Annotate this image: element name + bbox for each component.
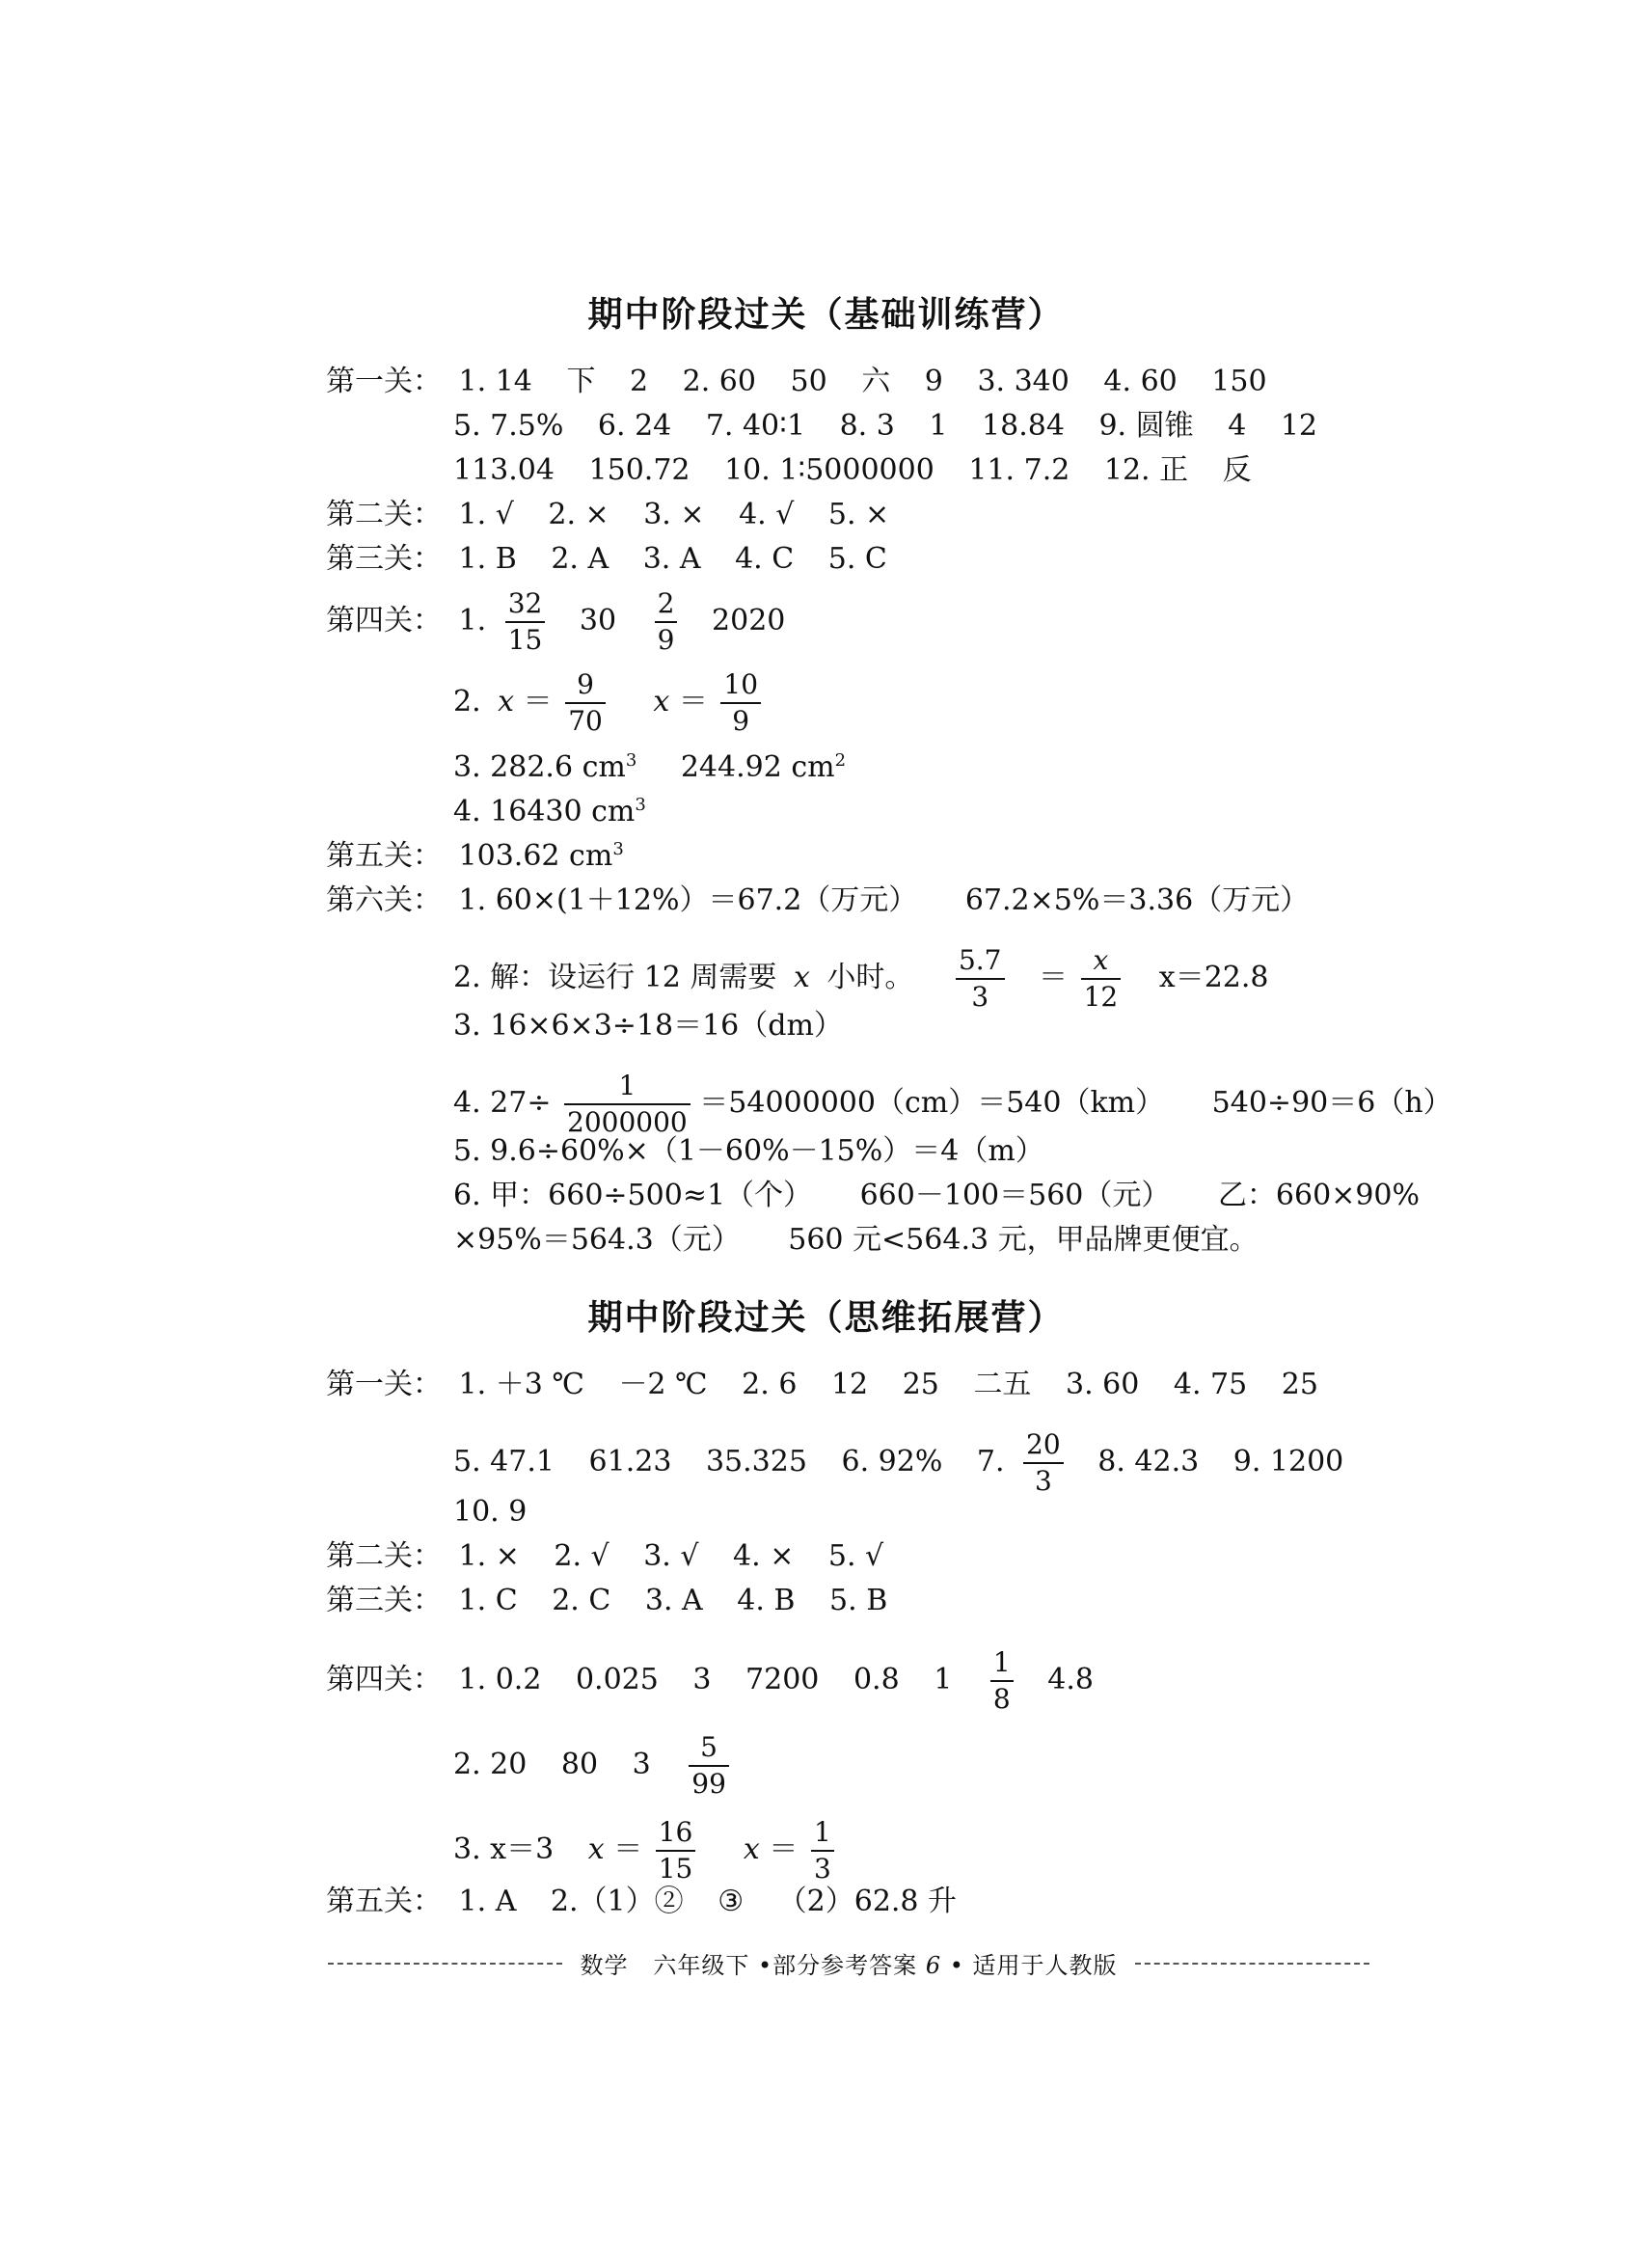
answer-item: 3. A [642,542,701,576]
answer-item: 1. B [458,542,517,576]
denominator: 99 [691,1768,726,1800]
answer-item: 12 [830,1368,869,1401]
numerator: 1 [990,1647,1014,1682]
answer-item: 12. 正 [1103,453,1189,487]
numerator: 1 [811,1817,834,1852]
answer-item: 35.325 [705,1445,807,1479]
answer-item: 5. 7.5% [453,409,564,443]
s1-level1-label: 第一关： [326,365,442,398]
section1-title: 期中阶段过关（基础训练营） [587,295,1065,335]
s1-level6-q5 [453,1134,1044,1169]
answer-item: 4. × [733,1539,795,1573]
answer-item: ＝54000000（cm）＝540（km） [699,1086,1165,1120]
answer-item: 3. 340 [977,365,1070,398]
answer-item: 6. 甲：660÷500≈1（个） [453,1179,813,1212]
answer-item: 小时。 [826,961,914,994]
page-footer [328,1946,1369,1980]
answer-item: 25 [902,1368,939,1401]
s2-level3-label: 第三关： [326,1584,442,1617]
answer-item: 3. 60 [1065,1368,1140,1401]
numerator: 20 [1023,1429,1064,1464]
answer-item: 1. 14 [458,365,532,398]
variable-x: x [793,961,810,994]
answer-item: 7. [976,1445,1005,1479]
answer-item: 2 [629,365,649,398]
footer-divider-left [328,1963,562,1965]
answer-item: 1. ＋3 ℃ [458,1368,584,1401]
s2-level3-line [326,1584,887,1618]
answer-item: 5. 9.6÷60%×（1－60%－15%）＝4（m） [453,1134,1044,1168]
s1-level4-q3 [453,750,846,785]
answer-item: 3. x＝3 [453,1832,555,1866]
variable-x: x [653,685,670,719]
denominator: 3 [813,1853,831,1885]
s1-level6-q2 [453,945,1269,1013]
denominator: 3 [1034,1465,1052,1497]
answer-item: 1. × [458,1539,520,1573]
question-number: 1. [458,604,487,638]
s2-level2-label: 第二关： [326,1539,442,1573]
s1-level5-line [326,839,624,874]
answer-item: 3 [632,1748,651,1781]
answer-item: 0.8 [853,1663,900,1696]
answer-item: 8. 3 [839,409,895,443]
answer-item: 3. × [643,498,705,531]
variable-x: x [743,1832,760,1866]
s1-level5-label: 第五关： [326,839,442,873]
answer-item: ③ [718,1885,745,1918]
answer-item: 2. A [551,542,609,576]
variable-x: x [587,1832,605,1866]
s2-level1-line2 [453,1429,1343,1497]
answer-item: 18.84 [982,409,1065,443]
answer-item: 2020 [712,604,786,638]
footer-answers: •部分参考答案 [758,1952,918,1979]
answer-item: 2. 20 [453,1748,528,1781]
equals-sign: ＝ [613,1832,643,1866]
answer-item: 5. 47.1 [453,1445,555,1479]
s1-level6-q1 [326,883,1309,918]
denominator: 15 [658,1853,693,1885]
answer-item: 61.23 [588,1445,672,1479]
answer-item: 1 [929,409,948,443]
answer-item: 80 [560,1748,599,1781]
answer-item: 12 [1280,409,1318,443]
footer-text [580,1946,1117,1980]
s1-level6-q3 [453,1009,843,1044]
answer-item: 150 [1211,365,1267,398]
denominator: 9 [732,705,750,737]
fraction [956,945,1005,1013]
s1-level3-line [326,542,887,577]
numerator: 16 [656,1817,696,1852]
answer-item: ×95%＝564.3（元） [453,1223,741,1257]
fraction [990,1647,1014,1715]
answer-item: 7. 40∶1 [705,409,806,443]
s2-level1-line1 [326,1368,1318,1402]
fraction [564,1071,691,1138]
answer-item: 1. 60×(1＋12%）＝67.2（万元） [458,883,918,917]
fraction [1023,1429,1064,1497]
answer-item: 2. 60 [682,365,756,398]
denominator: 9 [657,624,675,656]
answer-item: 0.025 [575,1663,659,1696]
equals-sign: ＝ [1039,961,1069,994]
answer-item: 660－100＝560（元） [859,1179,1171,1212]
denominator: 8 [992,1683,1011,1715]
answer-item: 5. √ [827,1539,884,1573]
s1-level6-q6-line1 [453,1179,1420,1213]
s1-level1-line3 [453,453,1252,488]
answer-item: 9. 圆锥 [1098,409,1194,443]
answer-item: 4. 16430 $cm^3$ [453,795,646,828]
numerator: 9 [565,669,606,704]
answer-item: 六 [861,365,891,398]
fraction [505,588,546,656]
fraction [811,1817,834,1885]
equals-sign: ＝ [678,685,708,719]
answer-item: 103.62 $cm^3$ [458,839,624,873]
answer-item: 9. 1200 [1232,1445,1344,1479]
s1-level2-line [326,498,889,532]
s2-level5-line [326,1885,957,1919]
answer-item: 1. √ [458,498,514,531]
footer-edition: • 适用于人教版 [949,1952,1118,1979]
fraction [689,1732,729,1800]
s2-level4-q3 [453,1817,834,1885]
footer-grade: 六年级下 [653,1952,750,1979]
question-number: 2. [453,685,481,719]
s2-level1-line3 [453,1495,527,1530]
answer-item: 150.72 [588,453,691,487]
answer-item: 4 [1228,409,1247,443]
answer-item: 3 [692,1663,712,1696]
answer-item: 9 [924,365,943,398]
answer-item: 2. 解：设运行 12 周需要 [453,961,777,994]
answer-item: 5. B [829,1584,888,1617]
answer-item: 乙：660×90% [1217,1179,1421,1212]
answer-item: （2）62.8 升 [777,1885,958,1918]
answer-item: 7200 [745,1663,820,1696]
numerator: 32 [505,588,546,623]
answer-item: 4. 75 [1173,1368,1248,1401]
fraction [1081,945,1122,1013]
s2-level2-line [326,1539,883,1574]
answer-item: x＝22.8 [1158,961,1269,994]
denominator: 15 [507,624,543,656]
denominator: 12 [1083,981,1119,1013]
equals-sign: ＝ [769,1832,799,1866]
s2-level4-label: 第四关： [326,1663,442,1696]
numerator: x [1081,945,1122,980]
answer-item: 244.92 $cm^2$ [680,750,847,784]
answer-item: 10. 9 [453,1495,528,1529]
answer-item: 下 [566,365,596,398]
answer-item: 25 [1281,1368,1318,1401]
answer-item: 67.2×5%＝3.36（万元） [964,883,1310,917]
numerator: 10 [720,669,761,704]
answer-item: 50 [790,365,827,398]
answer-item: 10. 1∶5000000 [724,453,934,487]
answer-item: 5. C [827,542,887,576]
numerator: 5 [689,1732,729,1767]
section2-title: 期中阶段过关（思维拓展营） [587,1298,1065,1338]
fraction [656,1817,696,1885]
footer-divider-right [1135,1963,1369,1965]
answer-item: 540÷90＝6（h） [1211,1086,1452,1120]
answer-item: 4. √ [739,498,795,531]
s2-level5-label: 第五关： [326,1885,442,1918]
answer-item: 二五 [973,1368,1032,1401]
equals-sign: ＝ [523,685,553,719]
s1-level3-label: 第三关： [326,542,442,576]
answer-item: 3. 16×6×3÷18＝16（dm） [453,1009,843,1043]
s2-level1-label: 第一关： [326,1368,442,1401]
s1-level2-label: 第二关： [326,498,442,531]
answer-item: 2. √ [554,1539,609,1573]
fraction [565,669,606,737]
fraction [655,588,678,656]
s1-level1-line2 [453,409,1317,444]
s2-level4-q1 [326,1647,1094,1715]
s1-level4-label: 第四关： [326,604,442,638]
s2-level4-q2 [453,1732,729,1800]
answer-item: 4.8 [1047,1663,1094,1696]
answer-item: 1. A [458,1885,517,1918]
fraction [720,669,761,737]
denominator: 3 [971,981,989,1013]
answer-item: 11. 7.2 [968,453,1070,487]
answer-item: 2.（1）② [550,1885,684,1918]
answer-item: 30 [579,604,617,638]
denominator: 2000000 [567,1106,688,1138]
numerator: 5.7 [956,945,1005,980]
page-number: 6 [925,1952,942,1979]
answer-item: 1. C [458,1584,518,1617]
footer-subject: 数学 [580,1952,629,1979]
answer-item: 8. 42.3 [1097,1445,1200,1479]
s1-level6-label: 第六关： [326,883,442,917]
answer-item: 2. 6 [742,1368,798,1401]
answer-item: 2. × [548,498,609,531]
numerator: 2 [655,588,678,623]
s1-level6-q6-line2 [453,1223,1259,1258]
answer-item: 5. × [827,498,890,531]
answer-item: －2 ℃ [618,1368,708,1401]
answer-item: 3. 282.6 $cm^3$ [453,750,637,784]
answer-item: 4. C [735,542,795,576]
answer-item: 3. √ [643,1539,699,1573]
answer-item: 113.04 [453,453,555,487]
numerator: 1 [564,1071,691,1105]
answer-item: 4. B [737,1584,796,1617]
answer-item: 6. 24 [597,409,672,443]
answer-item: 560 元<564.3 元，甲品牌更便宜。 [788,1223,1259,1257]
s1-level4-q4 [453,795,646,829]
answer-item: 4. 27÷ [453,1086,552,1120]
s1-level6-q4 [453,1071,1452,1138]
answer-item: 4. 60 [1103,365,1178,398]
answer-item: 6. 92% [841,1445,943,1479]
answer-item: 反 [1222,453,1252,487]
s1-level1-line1 [326,365,1267,399]
answer-item: 1 [934,1663,953,1696]
answer-item: 3. A [644,1584,703,1617]
answer-item: 2. C [552,1584,611,1617]
s1-level4-q2 [453,669,761,737]
denominator: 70 [568,705,603,737]
s1-level4-q1 [326,588,785,656]
answer-item: 1. 0.2 [458,1663,542,1696]
variable-x: x [498,685,515,719]
